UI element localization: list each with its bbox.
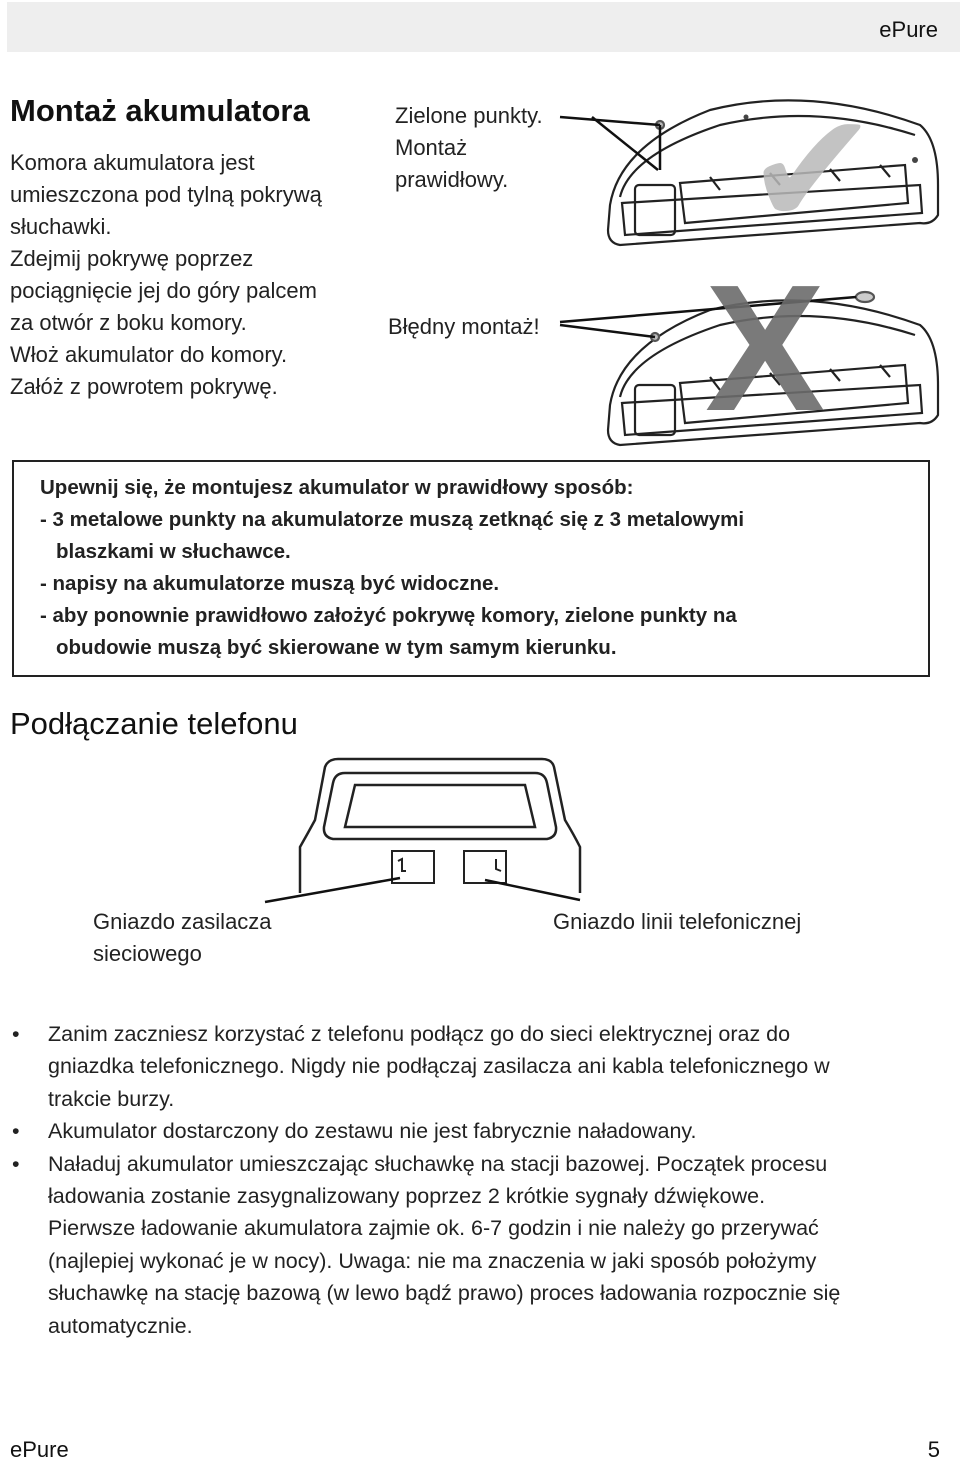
list-item xyxy=(10,1115,945,1147)
check-icon: ✔ xyxy=(745,76,880,263)
battery-section-title: Montaż akumulatora xyxy=(10,93,310,128)
cross-icon: X xyxy=(705,248,826,449)
notice-line: obudowie muszą być skierowane w tym samym kierunku. xyxy=(56,636,617,659)
power-socket-label-line: Gniazdo zasilacza xyxy=(93,909,272,934)
correct-assembly-label-line: Montaż xyxy=(395,135,468,160)
bullet-line: Zanim zaczniesz korzystać z telefonu podłącz go do sieci elektrycznej oraz do xyxy=(48,1022,791,1046)
notice-line: blaszkami w słuchawce. xyxy=(56,540,291,563)
battery-instruction-line: za otwór z boku komory. xyxy=(10,310,247,335)
notice-line: - napisy na akumulatorze muszą być widoczne. xyxy=(40,572,500,595)
list-item xyxy=(10,1148,945,1342)
notice-line: - 3 metalowe punkty na akumulatorze muszą zetknąć się z 3 metalowymi xyxy=(40,508,745,531)
power-socket-pointer xyxy=(265,878,400,902)
instruction-bullet-list xyxy=(10,1018,945,1342)
bullet-line: trakcie burzy. xyxy=(48,1086,175,1111)
bullet-line: (najlepiej wykonać je w nocy). Uwaga: nie ma znaczenia w jaki sposób położymy xyxy=(48,1248,817,1273)
bullet-line: automatycznie. xyxy=(48,1313,193,1338)
bullet-line: Pierwsze ładowanie akumulatora zajmie ok. 6-7 godzin i nie należy go przerywać xyxy=(48,1216,819,1241)
bullet-line: Naładuj akumulator umieszczając słuchawkę na stacji bazowej. Początek procesu xyxy=(48,1151,828,1176)
connect-section-title: Podłączanie telefonu xyxy=(10,706,298,741)
bullet-marker: • xyxy=(12,1151,20,1176)
footer-brand: ePure xyxy=(10,1437,69,1462)
battery-instruction-line: umieszczona pod tylną pokrywą xyxy=(10,182,322,207)
phone-line-socket-label: Gniazdo linii telefonicznej xyxy=(553,909,802,934)
notice-line: - aby ponownie prawidłowo założyć pokrywę komory, zielone punkty na xyxy=(40,604,737,627)
bullet-marker: • xyxy=(12,1119,20,1144)
wrong-assembly-label: Błędny montaż! xyxy=(388,314,540,339)
battery-instruction-line: Komora akumulatora jest xyxy=(10,150,255,175)
bullet-line: ładowania zostanie zasygnalizowany poprzez 2 krótkie sygnały dźwiękowe. xyxy=(48,1184,766,1209)
correct-assembly-label-line: Zielone punkty. xyxy=(395,103,543,128)
battery-instruction-line: Załóż z powrotem pokrywę. xyxy=(10,374,278,399)
power-socket-label xyxy=(93,906,272,970)
correct-assembly-label-line: prawidłowy. xyxy=(395,167,509,192)
battery-instruction-line: Włoż akumulator do komory. xyxy=(10,342,288,367)
list-item xyxy=(10,1018,945,1115)
battery-instruction-line: słuchawki. xyxy=(10,214,112,239)
power-socket-label-line: sieciowego xyxy=(93,941,202,966)
bullet-line: słuchawkę na stację bazową (w lewo bądź prawo) proces ładowania rozpocznie się xyxy=(48,1281,841,1306)
notice-line: Upewnij się, że montujesz akumulator w prawidłowy sposób: xyxy=(40,476,634,499)
bullet-marker: • xyxy=(12,1022,20,1046)
bullet-line: gniazdka telefonicznego. Nigdy nie podłączaj zasilacza ani kabla telefonicznego w xyxy=(48,1054,830,1079)
header-brand: ePure xyxy=(879,17,938,42)
bullet-line: Akumulator dostarczony do zestawu nie jest fabrycznie naładowany. xyxy=(48,1119,697,1144)
battery-instruction-line: Zdejmij pokrywę poprzez xyxy=(10,246,254,271)
battery-instruction-line: pociągnięcie jej do góry palcem xyxy=(10,278,317,303)
page-number: 5 xyxy=(927,1437,940,1462)
line-socket-pointer xyxy=(485,880,580,900)
